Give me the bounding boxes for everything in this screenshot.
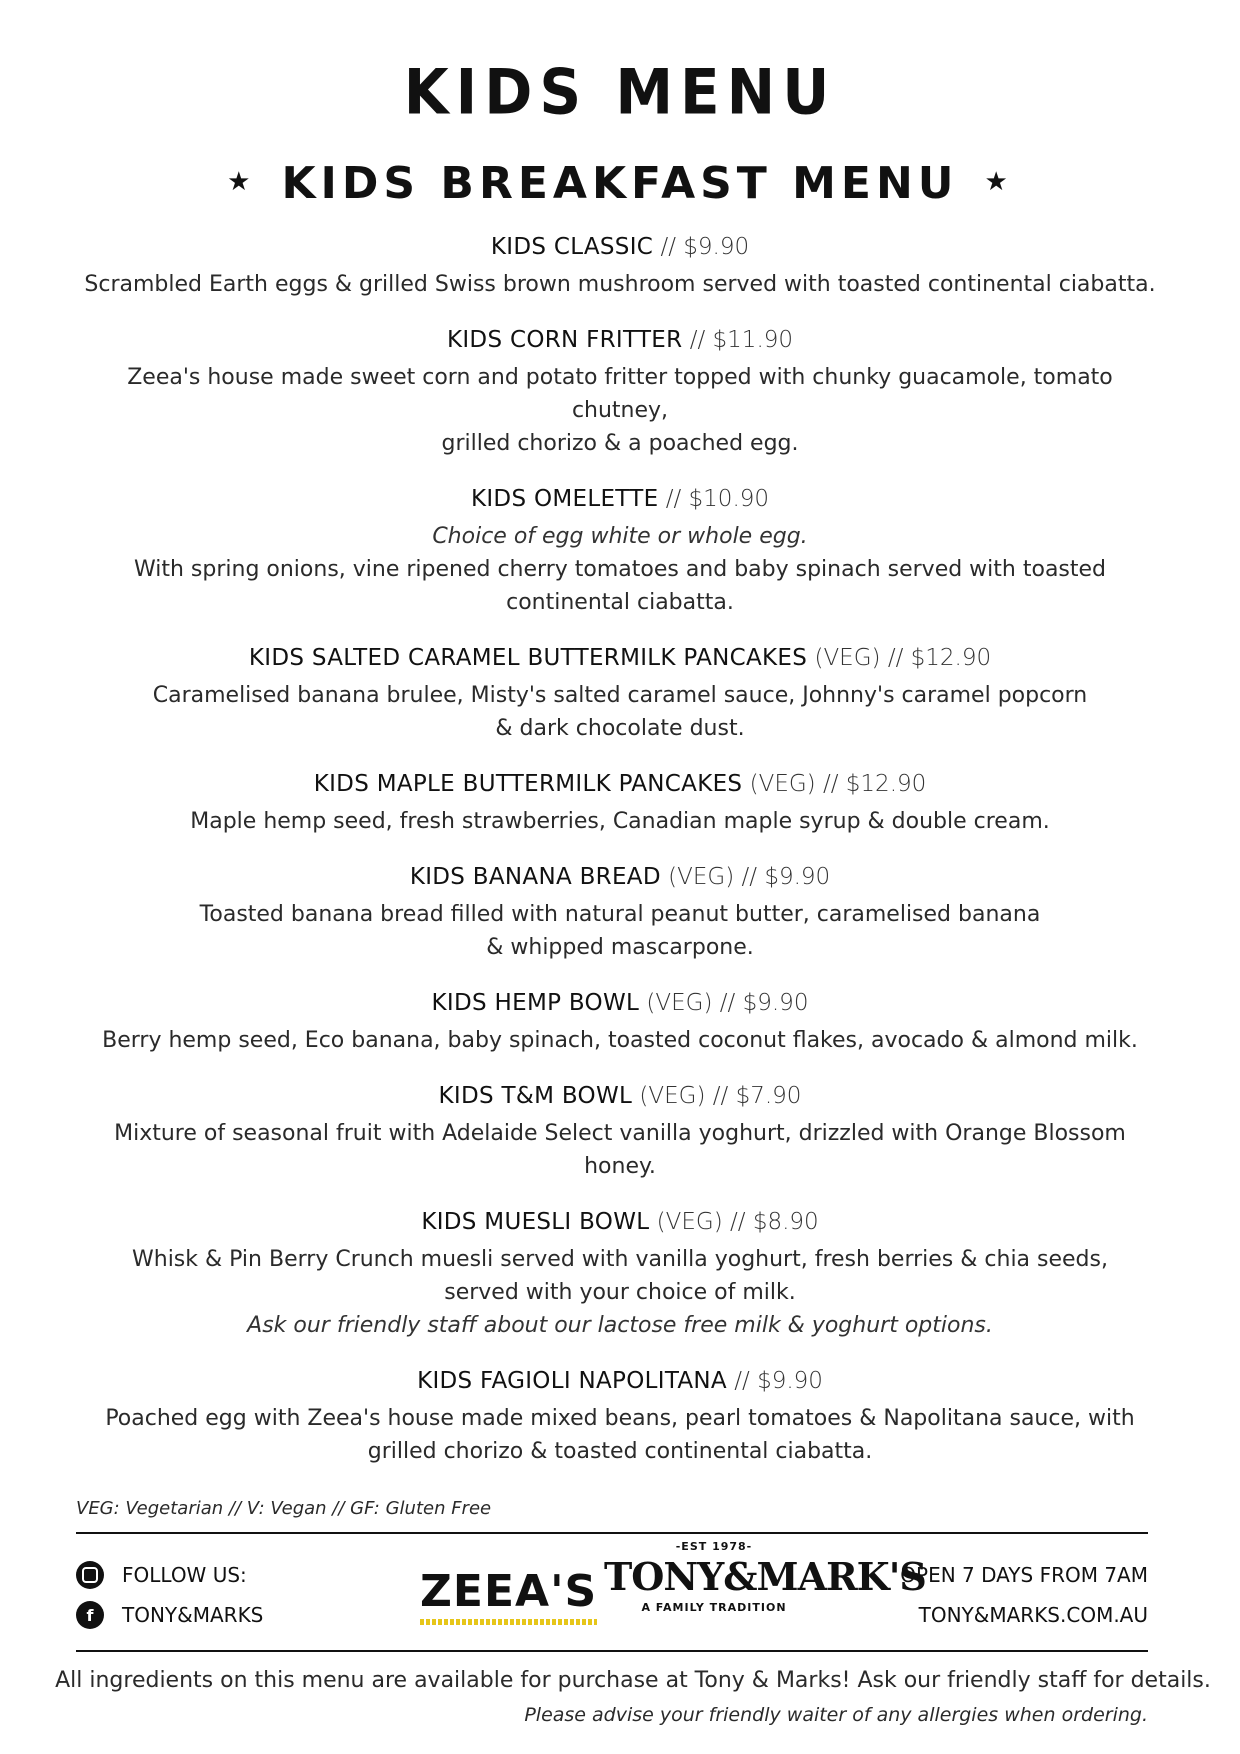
menu-item-name: KIDS FAGIOLI NAPOLITANA: [417, 1368, 727, 1394]
menu-item: [80, 862, 1160, 964]
opening-hours: OPEN 7 DAYS FROM 7AM: [900, 1563, 1148, 1587]
dietary-legend: VEG: Vegetarian // V: Vegan // GF: Gluten Free: [76, 1498, 492, 1519]
menu-item-name: KIDS T&M BOWL: [438, 1083, 633, 1109]
menu-item-diet-tag: (VEG): [632, 1083, 706, 1109]
menu-item-heading: [80, 1207, 1160, 1237]
menu-item: [80, 484, 1160, 619]
menu-item-diet-tag: (VEG): [649, 1209, 723, 1235]
menu-item: [80, 1081, 1160, 1183]
contact-block: [900, 1558, 1148, 1638]
menu-item-price: // $11.90: [682, 327, 794, 353]
menu-item-name: KIDS MUESLI BOWL: [421, 1209, 650, 1235]
menu-item-heading: [80, 1081, 1160, 1111]
menu-item-description: grilled chorizo & a poached egg.: [441, 431, 799, 456]
menu-item: [80, 643, 1160, 745]
menu-item-description: With spring onions, vine ripened cherry tomatoes and baby spinach served with toasted: [133, 557, 1107, 582]
menu-item-diet-tag: (VEG): [807, 645, 881, 671]
menu-item-description: Scrambled Earth eggs & grilled Swiss brown mushroom served with toasted continental ciabatta.: [84, 272, 1156, 297]
menu-item: [80, 232, 1160, 301]
menu-item-heading: [80, 484, 1160, 514]
menu-item-name: KIDS MAPLE BUTTERMILK PANCAKES: [313, 771, 743, 797]
menu-item-price: // $9.90: [734, 864, 831, 890]
footer-note: All ingredients on this menu are available for purchase at Tony & Marks! Ask our friendly staff for details.: [55, 1668, 1211, 1693]
star-icon: ★: [227, 167, 256, 197]
menu-item: [80, 1366, 1160, 1468]
divider: [76, 1532, 1148, 1534]
menu-item-price: // $9.90: [653, 234, 750, 260]
menu-item-description: & dark chocolate dust.: [495, 716, 745, 741]
star-icon: ★: [984, 167, 1013, 197]
menu-item-heading: [80, 1366, 1160, 1396]
menu-item-name: KIDS OMELETTE: [470, 486, 659, 512]
menu-item-price: // $12.90: [815, 771, 927, 797]
menu-item-heading: [80, 232, 1160, 262]
menu-item-description: Poached egg with Zeea's house made mixed beans, pearl tomatoes & Napolitana sauce, with: [105, 1406, 1135, 1431]
menu-item-diet-tag: (VEG): [742, 771, 816, 797]
website-link[interactable]: TONY&MARKS.COM.AU: [918, 1603, 1148, 1627]
menu-item-name: KIDS CORN FRITTER: [446, 327, 683, 353]
menu-item-description: Zeea's house made sweet corn and potato fritter topped with chunky guacamole, tomato chutney,: [127, 365, 1113, 423]
menu-item-price: // $12.90: [880, 645, 992, 671]
menu-item-description: continental ciabatta.: [506, 590, 734, 615]
menu-item-description: Berry hemp seed, Eco banana, baby spinach, toasted coconut flakes, avocado & almond milk.: [102, 1028, 1138, 1053]
facebook-icon[interactable]: f: [76, 1601, 104, 1629]
menu-item-note: Choice of egg white or whole egg.: [432, 524, 808, 549]
tony-marks-logo: [604, 1540, 926, 1614]
menu-item-price: // $9.90: [712, 990, 809, 1016]
menu-item-description: Maple hemp seed, fresh strawberries, Canadian maple syrup & double cream.: [190, 809, 1050, 834]
menu-item-description: Toasted banana bread filled with natural peanut butter, caramelised banana: [199, 902, 1041, 927]
menu-item: [80, 988, 1160, 1057]
menu-item-heading: [80, 325, 1160, 355]
menu-item-description: Whisk & Pin Berry Crunch muesli served with vanilla yoghurt, fresh berries & chia seeds,: [132, 1247, 1108, 1272]
tm-name: TONY&MARK'S: [604, 1554, 926, 1599]
handle-label: TONY&MARKS: [122, 1603, 264, 1627]
menu-item-name: KIDS SALTED CARAMEL BUTTERMILK PANCAKES: [248, 645, 808, 671]
divider: [76, 1650, 1148, 1652]
menu-item-price: // $7.90: [705, 1083, 802, 1109]
follow-label: FOLLOW US:: [122, 1563, 247, 1587]
menu-item: [80, 1207, 1160, 1342]
menu-item: [80, 325, 1160, 460]
social-follow: [76, 1558, 263, 1592]
menu-items: [80, 232, 1160, 1492]
menu-item-price: // $9.90: [726, 1368, 823, 1394]
menu-item-name: KIDS HEMP BOWL: [431, 990, 640, 1016]
zeeas-logo: [420, 1566, 597, 1625]
menu-item-heading: [80, 988, 1160, 1018]
tm-est: -EST 1978-: [675, 1540, 753, 1553]
menu-item-name: KIDS BANANA BREAD: [409, 864, 661, 890]
social-block: [76, 1558, 263, 1638]
zeeas-logo-underline: [420, 1619, 597, 1625]
menu-item-name: KIDS CLASSIC: [490, 234, 654, 260]
social-handle: [76, 1598, 263, 1632]
menu-item-price: // $8.90: [722, 1209, 819, 1235]
menu-item-heading: [80, 643, 1160, 673]
menu-item: [80, 769, 1160, 838]
menu-item-diet-tag: (VEG): [660, 864, 735, 890]
instagram-icon[interactable]: [76, 1561, 104, 1589]
menu-item-description: served with your choice of milk.: [444, 1280, 796, 1305]
menu-item-description: & whipped mascarpone.: [486, 935, 754, 960]
menu-item-note: Ask our friendly staff about our lactose free milk & yoghurt options.: [247, 1313, 993, 1338]
menu-item-diet-tag: (VEG): [639, 990, 713, 1016]
section-title-text: KIDS BREAKFAST MENU: [281, 158, 959, 209]
menu-item-description: grilled chorizo & toasted continental ciabatta.: [367, 1439, 873, 1464]
menu-item-heading: [80, 769, 1160, 799]
zeeas-logo-text: ZEEA'S: [420, 1566, 598, 1617]
menu-item-heading: [80, 862, 1160, 892]
menu-item-description: Mixture of seasonal fruit with Adelaide Select vanilla yoghurt, drizzled with Orange Blossom honey.: [114, 1121, 1126, 1179]
page-title: KIDS MENU: [403, 55, 837, 129]
tm-tagline: A FAMILY TRADITION: [641, 1601, 787, 1614]
menu-item-description: Caramelised banana brulee, Misty's salted caramel sauce, Johnny's caramel popcorn: [152, 683, 1088, 708]
menu-item-price: // $10.90: [658, 486, 770, 512]
section-title: [0, 158, 1240, 209]
allergy-note: Please advise your friendly waiter of any allergies when ordering.: [524, 1704, 1148, 1726]
